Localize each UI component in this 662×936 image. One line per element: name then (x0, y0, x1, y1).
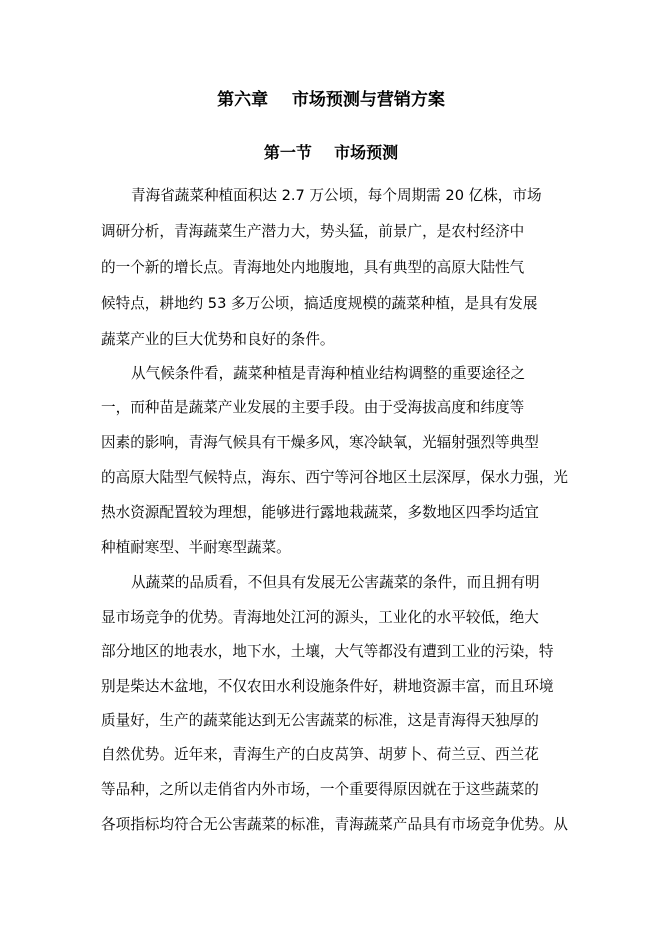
paragraph-line: 因素的影响，青海气候具有干燥多风，寒冷缺氧，光辐射强烈等典型 (101, 434, 539, 451)
paragraph-line: 从蔬菜的品质看，不但具有发展无公害蔬菜的条件，而且拥有明 (131, 574, 540, 591)
paragraph-line: 质量好，生产的蔬菜能达到无公害蔬菜的标准，这是青海得天独厚的 (101, 712, 539, 729)
paragraph-line: 自然优势。近年来，青海生产的白皮莴笋、胡萝卜、荷兰豆、西兰花 (101, 746, 539, 763)
paragraph-line: 热水资源配置较为理想，能够进行露地栽蔬菜，多数地区四季均适宜 (101, 504, 539, 521)
paragraph-line: 的一个新的增长点。青海地处内地腹地，具有典型的高原大陆性气 (101, 259, 525, 276)
paragraph-line: 部分地区的地表水，地下水，土壤，大气等都没有遭到工业的污染，特 (101, 643, 554, 660)
paragraph-line: 一，而种苗是蔬菜产业发展的主要手段。由于受海拔高度和纬度等 (101, 399, 525, 416)
paragraph-line: 从气候条件看，蔬菜种植是青海种植业结构调整的重要途径之 (131, 365, 526, 382)
paragraph-line: 的高原大陆型气候特点，海东、西宁等河谷地区土层深厚，保水力强，光 (101, 469, 569, 486)
paragraph-line: 青海省蔬菜种植面积达 2.7 万公顷，每个周期需 20 亿株，市场 (131, 187, 542, 204)
paragraph-line: 种植耐寒型、半耐寒型蔬菜。 (101, 539, 291, 556)
paragraph-line: 等品种，之所以走俏省内外市场，一个重要得原因就在于这些蔬菜的 (101, 781, 539, 798)
chapter-title: 第六章 市场预测与营销方案 (217, 90, 445, 110)
paragraph-line: 各项指标均符合无公害蔬菜的标准，青海蔬菜产品具有市场竞争优势。从 (101, 816, 569, 833)
paragraph-line: 调研分析，青海蔬菜生产潜力大，势头猛，前景广，是农村经济中 (101, 223, 525, 240)
paragraph-line: 蔬菜产业的巨大优势和良好的条件。 (101, 331, 335, 348)
paragraph-line: 别是柴达木盆地，不仅农田水利设施条件好，耕地资源丰富，而且环境 (101, 678, 554, 695)
paragraph-line: 显市场竞争的优势。青海地处江河的源头，工业化的水平较低，绝大 (101, 609, 539, 626)
section-title: 第一节 市场预测 (263, 143, 399, 162)
paragraph-line: 候特点，耕地约 53 多万公顷，搞适度规模的蔬菜种植，是具有发展 (101, 295, 538, 312)
